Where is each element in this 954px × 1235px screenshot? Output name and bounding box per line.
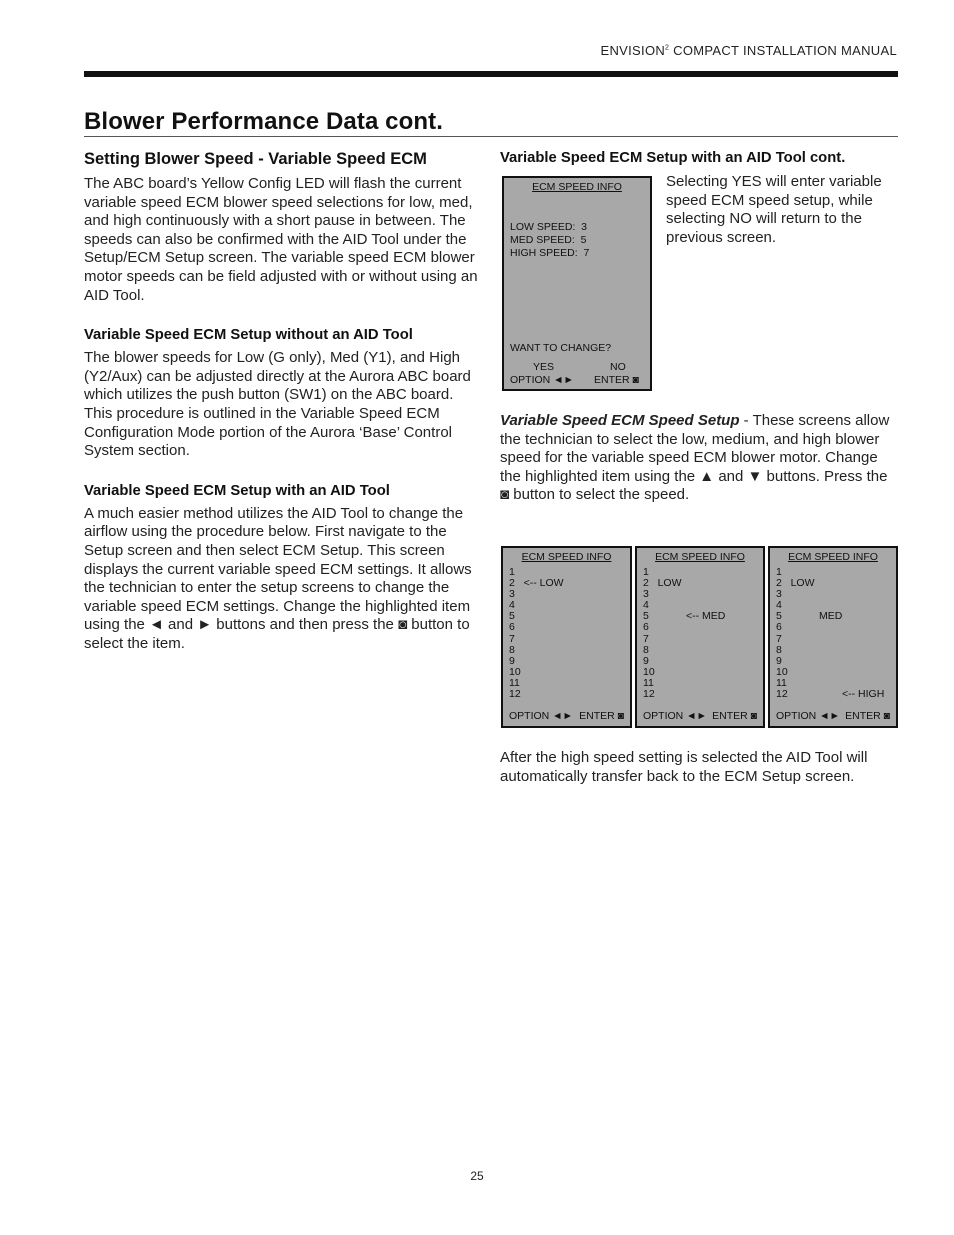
yes-option[interactable]: YES — [533, 361, 555, 373]
running-header — [601, 43, 897, 58]
enter-button-label[interactable]: ENTER ◙ — [594, 374, 639, 386]
speed-list — [643, 566, 726, 701]
speed-row[interactable]: 8 — [776, 643, 782, 656]
want-to-change-prompt: WANT TO CHANGE? — [510, 342, 612, 354]
speed-row[interactable]: 11 — [509, 676, 520, 689]
speed-row[interactable]: 10 — [643, 665, 655, 678]
speed-row[interactable]: 5 MED — [776, 610, 843, 623]
speed-list — [776, 566, 885, 701]
speed-row[interactable]: 1 — [776, 566, 782, 578]
header-superscript: 2 — [665, 44, 670, 52]
enter-button-label[interactable]: ENTER ◙ — [712, 710, 757, 722]
speed-row[interactable]: 8 — [643, 643, 649, 656]
speed-row[interactable]: 11 — [643, 676, 654, 689]
option-button-label[interactable]: OPTION ◄► — [776, 710, 840, 722]
section-heading-setting-blower-speed: Setting Blower Speed - Variable Speed ECM — [84, 150, 427, 168]
screen-title: ECM SPEED INFO — [788, 551, 878, 563]
ecm-speed-screen-med — [635, 546, 765, 728]
screen-title: ECM SPEED INFO — [532, 181, 622, 193]
header-brand: ENVISION — [600, 43, 666, 58]
low-speed-readout: LOW SPEED: 3 — [510, 221, 588, 233]
med-selected-label: MED — [819, 610, 843, 623]
speed-row[interactable]: 4 — [509, 599, 515, 612]
ecm-speed-info-screen — [502, 176, 652, 391]
ecm-speed-screen-high — [768, 546, 898, 728]
speed-row[interactable]: 7 — [509, 632, 515, 645]
speed-row[interactable]: 9 — [643, 654, 649, 667]
header-rule — [84, 71, 898, 77]
speed-row[interactable]: 2 LOW — [643, 577, 682, 590]
speed-row[interactable]: 3 — [509, 588, 515, 601]
speed-row[interactable]: 10 — [776, 665, 788, 678]
high-speed-readout: HIGH SPEED: 7 — [510, 247, 590, 259]
right-column — [500, 150, 898, 166]
subheading-with-aid-tool: Variable Speed ECM Setup with an AID Tool — [84, 482, 390, 499]
paragraph-after-high-speed: After the high speed setting is selected the AID Tool will automatically transfer back to the ECM Setup screen. — [500, 749, 868, 785]
speed-row[interactable]: 1 — [509, 566, 515, 578]
speed-row[interactable]: 1 — [643, 566, 649, 578]
paragraph-with-aid-tool: A much easier method utilizes the AID Tool to change the airflow using the procedure below. First navigate to the Setup screen and then select ECM Setup. This screen displays the current variable speed ECM settings. It allows the technician to enter the setup screens to change the variable speed ECM settings. Change the highlighted item using the ◄ and ► buttons and then press the ◙ button to select the item. — [84, 504, 472, 652]
speed-row[interactable]: 5 <-- MED — [643, 610, 726, 623]
speed-row[interactable]: 12 <-- HIGH — [776, 688, 885, 701]
subheading-without-aid-tool: Variable Speed ECM Setup without an AID Tool — [84, 327, 413, 344]
screen-title: ECM SPEED INFO — [655, 551, 745, 563]
speed-row[interactable]: 7 — [643, 632, 649, 645]
left-column — [84, 150, 482, 653]
speed-row[interactable]: 8 — [509, 643, 515, 656]
ecm-speed-screen-low — [501, 546, 632, 728]
speed-row[interactable]: 6 — [509, 621, 515, 634]
no-option[interactable]: NO — [610, 361, 626, 373]
paragraph-selecting-yes: Selecting YES will enter variable speed ECM speed setup, while selecting NO will return to the previous screen. — [666, 173, 882, 246]
speed-setup-text: - These screens allow the technician to select the low, medium, and high blower speed for the variable speed ECM blower motor. Change the highlighted item using the ▲ and ▼ buttons. Press the ◙ button to select the speed. — [500, 412, 890, 504]
title-rule — [84, 136, 898, 137]
speed-row[interactable]: 4 — [643, 599, 649, 612]
speed-row[interactable]: 6 — [643, 621, 649, 634]
page-number: 25 — [470, 1169, 484, 1183]
page-title: Blower Performance Data cont. — [84, 108, 443, 135]
speed-row[interactable]: 2 <-- LOW — [509, 577, 564, 590]
speed-row[interactable]: 9 — [776, 654, 782, 667]
speed-row[interactable]: 12 — [509, 688, 521, 701]
subheading-with-aid-tool-cont: Variable Speed ECM Setup with an AID Tool cont. — [500, 150, 846, 166]
option-button-label[interactable]: OPTION ◄► — [643, 710, 707, 722]
header-rest: COMPACT INSTALLATION MANUAL — [669, 43, 897, 58]
enter-button-label[interactable]: ENTER ◙ — [845, 710, 890, 722]
screen-title: ECM SPEED INFO — [521, 551, 612, 563]
speed-row[interactable]: 7 — [776, 632, 782, 645]
med-speed-readout: MED SPEED: 5 — [510, 234, 587, 246]
option-button-label[interactable]: OPTION ◄► — [510, 374, 574, 386]
speed-row[interactable]: 3 — [776, 588, 782, 601]
paragraph-without-aid-tool: The blower speeds for Low (G only), Med (Y1), and High (Y2/Aux) can be adjusted directly at the Aurora ABC board which utilizes the push button (SW1) on the ABC board. This procedure is outlined in the Variable Speed ECM Configuration Mode portion of the Aurora ‘Base’ Control System section. — [84, 349, 471, 460]
option-button-label[interactable]: OPTION ◄► — [509, 710, 573, 722]
speed-row[interactable]: 9 — [509, 654, 515, 667]
paragraph-speed-setup — [500, 412, 898, 505]
speed-row[interactable]: 6 — [776, 621, 782, 634]
med-selection-marker: <-- MED — [686, 610, 726, 623]
speed-setup-lead: Variable Speed ECM Speed Setup — [500, 412, 740, 429]
speed-row[interactable]: 11 — [776, 676, 787, 689]
speed-list — [509, 567, 564, 700]
speed-row[interactable]: 10 — [509, 665, 521, 678]
speed-row[interactable]: 2 LOW — [776, 577, 815, 590]
speed-row[interactable]: 4 — [776, 599, 782, 612]
high-selection-marker: <-- HIGH — [842, 688, 885, 701]
enter-button-label[interactable]: ENTER ◙ — [579, 710, 624, 722]
paragraph-config-led: The ABC board’s Yellow Config LED will flash the current variable speed ECM blower speed selections for low, med, and high continuously with a short pause in between. The speeds can also be confirmed with the AID Tool under the Setup/ECM Setup screen. The variable speed ECM blower motor speeds can be field adjusted with or without using an AID Tool. — [84, 175, 478, 304]
speed-row[interactable]: 3 — [643, 588, 649, 601]
speed-row[interactable]: 5 — [509, 610, 515, 623]
speed-row[interactable]: 12 — [643, 688, 655, 701]
